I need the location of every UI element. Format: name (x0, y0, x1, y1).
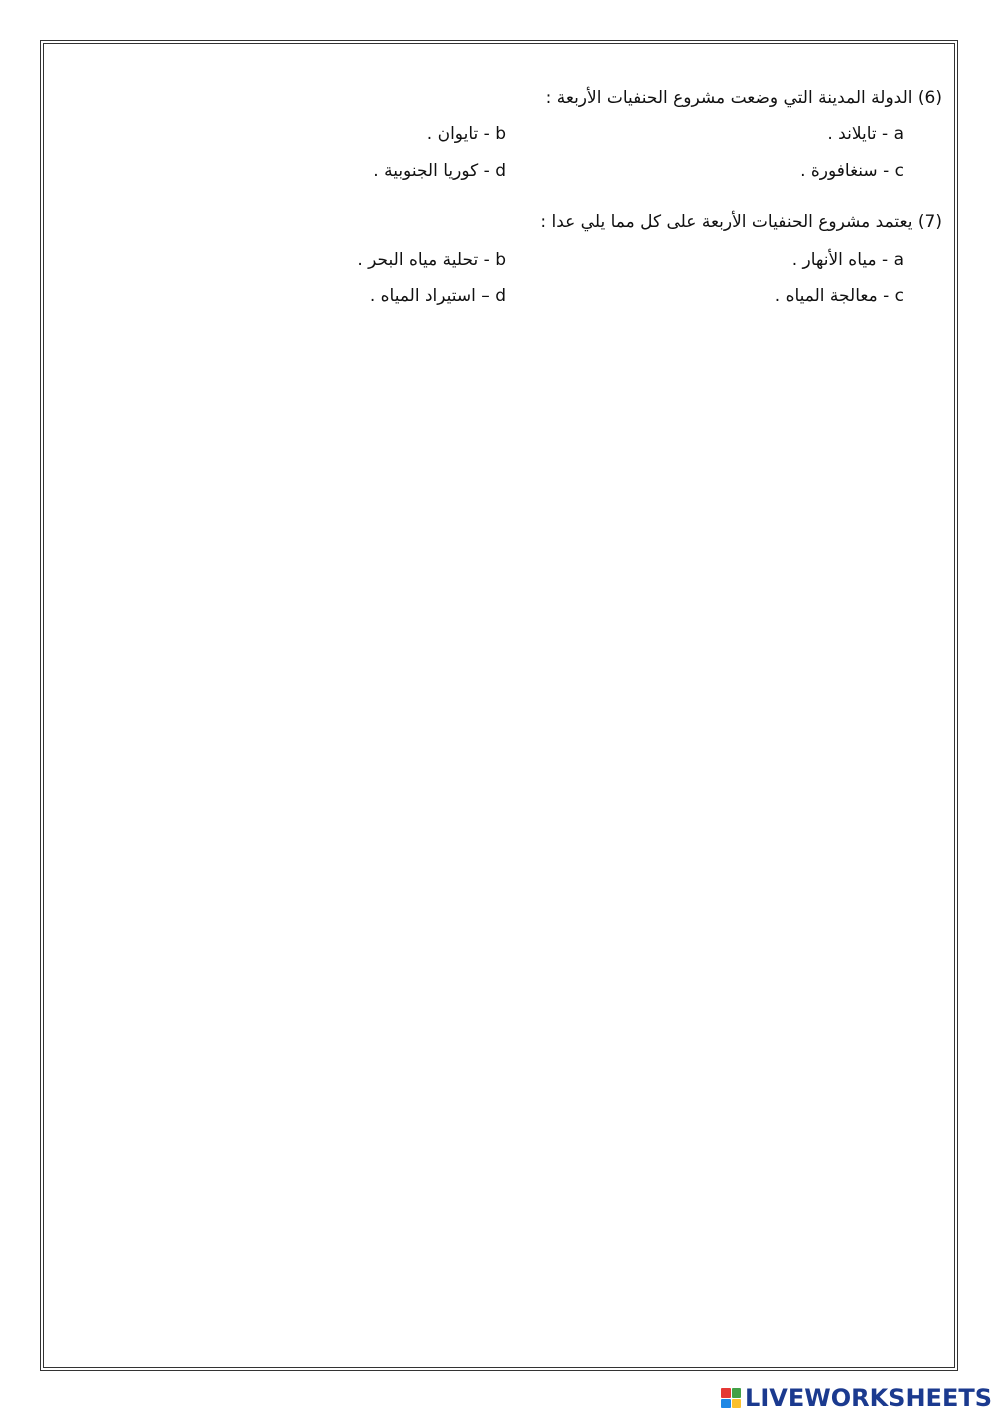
page-border-inner (43, 43, 955, 1368)
option-text: استيراد المياه . (369, 286, 476, 306)
option-letter: c (894, 161, 904, 181)
option-separator: - (876, 124, 894, 144)
question-7-option-d[interactable] (370, 284, 506, 308)
option-letter: b (495, 124, 506, 144)
option-letter: b (495, 250, 506, 270)
option-separator: - (478, 250, 496, 270)
option-separator: - (478, 161, 496, 181)
option-letter: a (893, 250, 904, 270)
question-6 (546, 86, 942, 110)
question-7 (540, 210, 942, 234)
option-separator: - (877, 161, 895, 181)
question-7-option-b[interactable] (357, 248, 506, 272)
option-separator: – (475, 286, 496, 306)
logo-square-green (732, 1388, 742, 1398)
logo-square-yellow (732, 1399, 742, 1409)
option-text: مياه الأنهار . (791, 250, 877, 270)
logo-text: LIVEWORKSHEETS (745, 1384, 992, 1412)
option-text: معالجة المياه . (774, 286, 878, 306)
option-text: تحلية مياه البحر . (357, 250, 479, 270)
question-6-option-d[interactable] (373, 159, 506, 183)
question-text: الدولة المدينة التي وضعت مشروع الحنفيات الأربعة : (545, 88, 913, 108)
question-7-option-c[interactable] (775, 284, 904, 308)
option-separator: - (876, 250, 894, 270)
logo-square-red (721, 1388, 731, 1398)
option-separator: - (478, 124, 496, 144)
question-6-option-a[interactable] (827, 122, 904, 146)
question-text: يعتمد مشروع الحنفيات الأربعة على كل مما يلي عدا : (540, 212, 913, 232)
option-text: سنغافورة . (800, 161, 878, 181)
option-separator: - (877, 286, 895, 306)
logo-square-blue (721, 1399, 731, 1409)
option-letter: c (894, 286, 904, 306)
question-7-option-a[interactable] (792, 248, 904, 272)
liveworksheets-logo (721, 1385, 992, 1411)
option-letter: a (893, 124, 904, 144)
option-letter: d (495, 161, 506, 181)
option-text: تايوان . (426, 124, 479, 144)
liveworksheets-logo-icon (721, 1388, 741, 1408)
question-6-option-c[interactable] (800, 159, 904, 183)
option-text: كوريا الجنوبية . (373, 161, 479, 181)
question-number: (7) (917, 212, 942, 232)
option-letter: d (495, 286, 506, 306)
question-6-option-b[interactable] (427, 122, 506, 146)
question-number: (6) (917, 88, 942, 108)
option-text: تايلاند . (827, 124, 877, 144)
